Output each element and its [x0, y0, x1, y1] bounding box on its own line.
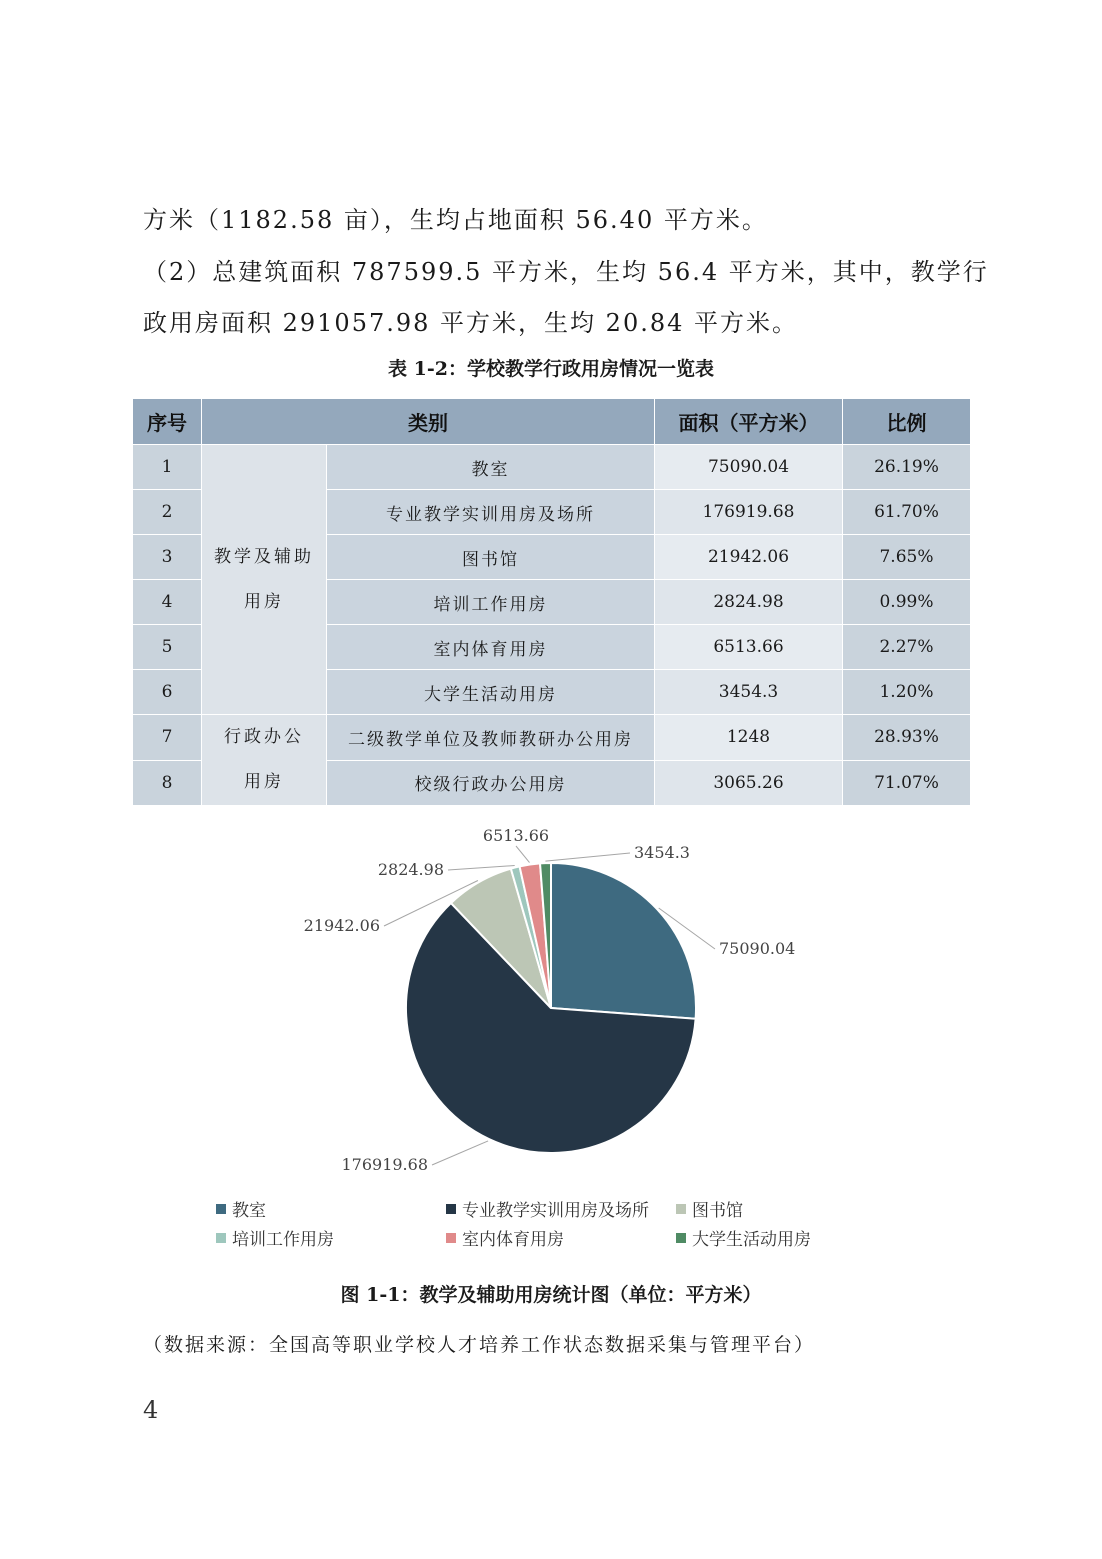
legend-label: 室内体育用房: [462, 1230, 564, 1250]
row-category: 室内体育用房: [327, 625, 655, 670]
row-no: 4: [133, 580, 202, 625]
leader-line: [545, 853, 630, 861]
row-no: 5: [133, 625, 202, 670]
row-ratio: 26.19%: [843, 445, 971, 490]
legend-item-training-work: [216, 1225, 334, 1250]
row-ratio: 0.99%: [843, 580, 971, 625]
row-category: 二级教学单位及教师教研办公用房: [327, 715, 655, 761]
legend-item-library: [676, 1196, 743, 1221]
row-ratio: 61.70%: [843, 490, 971, 535]
pie-data-label: 2824.98: [377, 860, 444, 879]
row-ratio: 2.27%: [843, 625, 971, 670]
table-header-row: [133, 399, 971, 445]
row-ratio: 1.20%: [843, 670, 971, 715]
table-row: [133, 445, 971, 490]
group-admin-cell: [202, 715, 327, 806]
legend-label: 图书馆: [692, 1201, 743, 1221]
group-teaching-cell: [202, 445, 327, 715]
legend-swatch: [676, 1204, 686, 1214]
legend-item-student-activity: [676, 1225, 811, 1250]
legend-label: 大学生活动用房: [692, 1230, 811, 1250]
group-admin-line1: 行政办公: [224, 727, 304, 747]
paragraph-line-3: 政用房面积 291057.98 平方米，生均 20.84 平方米。: [143, 309, 799, 337]
row-ratio: 71.07%: [843, 760, 971, 806]
row-no: 6: [133, 670, 202, 715]
row-category: 大学生活动用房: [327, 670, 655, 715]
row-area: 75090.04: [655, 445, 843, 490]
data-source-note: （数据来源：全国高等职业学校人才培养工作状态数据采集与管理平台）: [143, 1334, 816, 1356]
pie-data-label: 75090.04: [719, 939, 796, 958]
leader-line: [432, 1141, 488, 1165]
row-area: 176919.68: [655, 490, 843, 535]
row-area: 21942.06: [655, 535, 843, 580]
table-caption: 表 1-2：学校教学行政用房情况一览表: [388, 358, 714, 380]
leader-line: [448, 866, 515, 871]
legend-item-classroom: [216, 1196, 266, 1221]
pie-data-label: 21942.06: [303, 916, 380, 935]
rooms-table: [132, 398, 971, 806]
row-category: 校级行政办公用房: [327, 760, 655, 806]
header-ratio: 比例: [843, 399, 971, 445]
group-teaching-line2: 用房: [244, 591, 284, 612]
group-teaching-line1: 教学及辅助: [214, 546, 314, 567]
row-ratio: 28.93%: [843, 715, 971, 761]
pie-chart: [132, 815, 972, 1190]
row-area: 1248: [655, 715, 843, 761]
header-area: 面积（平方米）: [655, 399, 843, 445]
page-number: 4: [143, 1396, 159, 1424]
row-no: 2: [133, 490, 202, 535]
row-no: 8: [133, 760, 202, 806]
paragraph-line-2: （2）总建筑面积 787599.5 平方米，生均 56.4 平方米，其中，教学行: [143, 258, 989, 286]
row-area: 6513.66: [655, 625, 843, 670]
header-no: 序号: [133, 399, 202, 445]
row-area: 3454.3: [655, 670, 843, 715]
row-ratio: 7.65%: [843, 535, 971, 580]
legend-swatch: [446, 1204, 456, 1214]
legend-swatch: [216, 1204, 226, 1214]
row-no: 3: [133, 535, 202, 580]
pie-data-label: 6513.66: [482, 826, 550, 845]
legend-swatch: [216, 1233, 226, 1243]
row-category: 教室: [327, 445, 655, 490]
legend-swatch: [676, 1233, 686, 1243]
row-category: 图书馆: [327, 535, 655, 580]
legend-label: 教室: [232, 1201, 266, 1221]
pie-slice: [551, 863, 696, 1019]
group-admin-line2: 用房: [244, 772, 284, 792]
leader-line: [516, 846, 530, 863]
row-no: 1: [133, 445, 202, 490]
pie-data-label: 176919.68: [341, 1155, 428, 1174]
paragraph-line-1: 方米（1182.58 亩），生均占地面积 56.40 平方米。: [143, 206, 768, 234]
row-no: 7: [133, 715, 202, 761]
chart-caption: 图 1-1：教学及辅助用房统计图（单位：平方米）: [340, 1284, 762, 1306]
legend-label: 培训工作用房: [232, 1230, 334, 1250]
table-row: [133, 715, 971, 761]
header-category: 类别: [202, 399, 655, 445]
row-category: 专业教学实训用房及场所: [327, 490, 655, 535]
legend-item-training-rooms: [446, 1196, 649, 1221]
row-area: 3065.26: [655, 760, 843, 806]
pie-data-label: 3454.3: [634, 843, 690, 862]
legend-item-indoor-sports: [446, 1225, 564, 1250]
row-area: 2824.98: [655, 580, 843, 625]
legend-swatch: [446, 1233, 456, 1243]
row-category: 培训工作用房: [327, 580, 655, 625]
legend-label: 专业教学实训用房及场所: [462, 1201, 649, 1221]
